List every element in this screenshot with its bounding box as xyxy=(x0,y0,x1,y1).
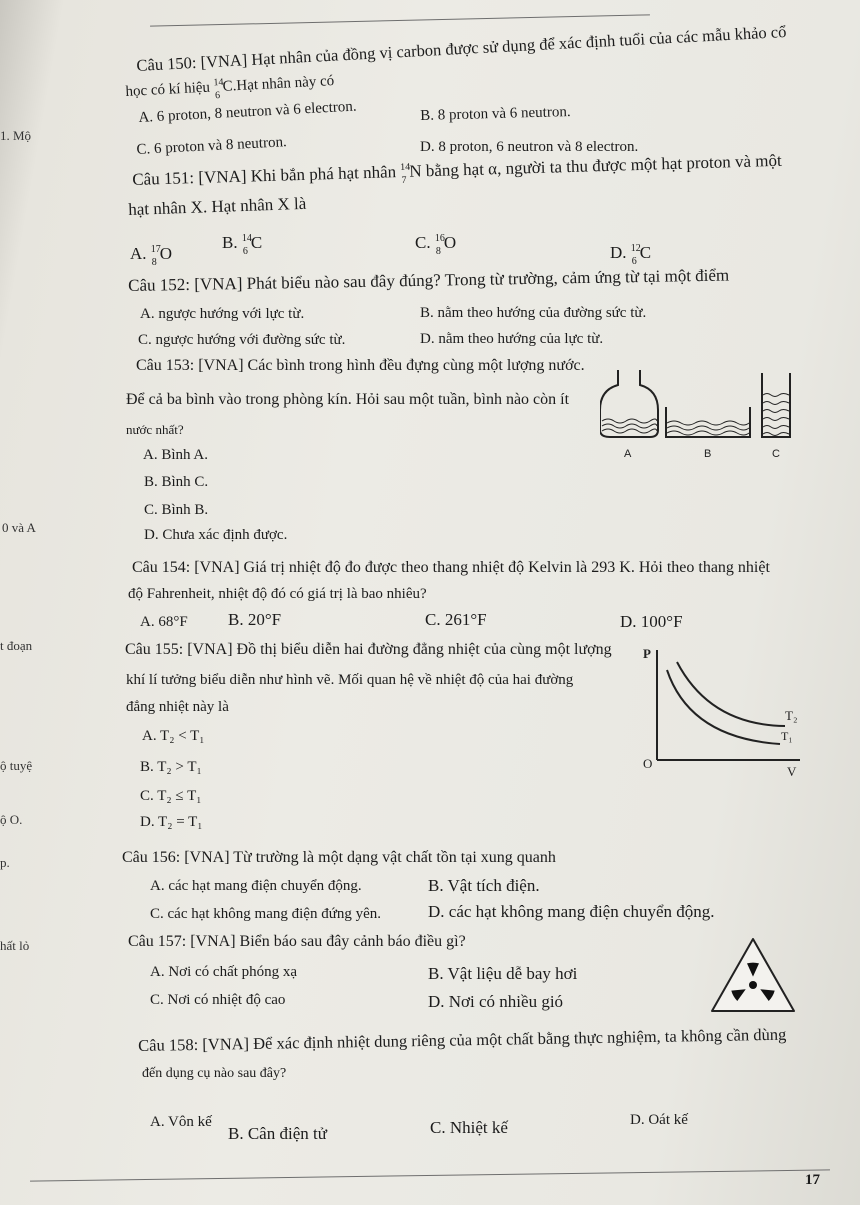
q150-stem: Câu 150: [VNA] Hạt nhân của đồng vị carbon được sử dụng để xác định tuổi của các mẫu khảo cổ xyxy=(136,21,787,75)
q154-option-c: C. 261°F xyxy=(425,610,487,629)
axis-p-label: P xyxy=(643,646,651,661)
q152-option-c: C. ngược hướng với đường sức từ. xyxy=(138,332,346,348)
water-containers-figure xyxy=(600,365,810,470)
q151-stem-line2: hạt nhân X. Hạt nhân X là xyxy=(128,193,307,219)
q151-option-d: D. 12 6 C xyxy=(610,243,652,267)
top-rule xyxy=(150,14,650,26)
margin-note: t đoạn xyxy=(0,638,33,653)
q151-option-a: A. 17 8 O xyxy=(130,244,173,268)
q151-option-b: B. 14 6 C xyxy=(222,233,263,257)
margin-note: ộ tuyệ xyxy=(0,758,33,773)
q154-stem: Câu 154: [VNA] Giá trị nhiệt độ đo được theo thang nhiệt độ Kelvin là 293 K. Hỏi theo thang nhiệt xyxy=(132,559,770,576)
q157-stem: Câu 157: [VNA] Biển báo sau đây cảnh báo điều gì? xyxy=(128,933,466,950)
q158-option-b: B. Cân điện tử xyxy=(228,1124,327,1143)
curve-t2-label: T₂ xyxy=(785,708,798,723)
origin-label: O xyxy=(643,756,653,771)
q155-stem-line2: khí lí tưởng biểu diễn như hình vẽ. Mối quan hệ về nhiệt độ của hai đường xyxy=(126,672,574,688)
q155-stem: Câu 155: [VNA] Đồ thị biểu diễn hai đường đẳng nhiệt của cùng một lượng xyxy=(125,641,612,658)
q156-option-d: D. các hạt không mang điện chuyển động. xyxy=(428,902,715,921)
q154-option-a: A. 68°F xyxy=(140,614,188,630)
q153-stem-line3: nước nhất? xyxy=(126,422,184,437)
margin-note: ộ O. xyxy=(0,812,23,827)
container-a xyxy=(600,370,658,437)
q157-option-b: B. Vật liệu dễ bay hơi xyxy=(428,964,578,983)
isotherm-t2-curve xyxy=(677,662,785,726)
q150-option-b: B. 8 proton và 6 neutron. xyxy=(420,104,571,124)
q155-option-c: C. T₂ ≤ T₁ xyxy=(140,788,202,804)
q158-option-c: C. Nhiệt kế xyxy=(430,1118,508,1137)
q156-stem: Câu 156: [VNA] Từ trường là một dạng vật chất tồn tại xung quanh xyxy=(122,849,556,866)
carbon-14-symbol: 14 6 C xyxy=(213,76,234,102)
q153-stem-line2: Để cả ba bình vào trong phòng kín. Hỏi sau một tuần, bình nào còn ít xyxy=(126,391,570,408)
q153-option-d: D. Chưa xác định được. xyxy=(144,527,288,543)
label-b: B xyxy=(704,448,712,460)
margin-note: p. xyxy=(0,855,10,870)
bottom-rule xyxy=(30,1169,830,1181)
q156-option-c: C. các hạt không mang điện đứng yên. xyxy=(150,906,381,922)
q153-option-c: C. Bình B. xyxy=(144,502,209,518)
q157-option-a: A. Nơi có chất phóng xạ xyxy=(150,964,298,980)
page-number: 17 xyxy=(805,1172,820,1188)
q153-option-b: B. Bình C. xyxy=(144,474,209,490)
q150-option-c: C. 6 proton và 8 neutron. xyxy=(136,134,288,158)
q152-option-d: D. nằm theo hướng của lực từ. xyxy=(420,331,604,347)
q150-option-a: A. 6 proton, 8 neutron và 6 electron. xyxy=(138,98,357,126)
label-c: C xyxy=(772,448,780,460)
isotherm-graph xyxy=(635,640,815,780)
margin-note: 1. Mộ xyxy=(0,128,32,143)
q150-option-d: D. 8 proton, 6 neutron và 8 electron. xyxy=(420,139,639,155)
q154-stem-line2: độ Fahrenheit, nhiệt độ đó có giá trị là bao nhiêu? xyxy=(128,586,427,602)
q152-option-a: A. ngược hướng với lực từ. xyxy=(140,306,305,322)
margin-note: hất lỏ xyxy=(0,938,30,953)
q152-stem: Câu 152: [VNA] Phát biểu nào sau đây đúng? Trong từ trường, cảm ứng từ tại một điểm xyxy=(128,265,730,295)
q158-option-d: D. Oát kế xyxy=(630,1112,688,1128)
q155-option-d: D. T₂ = T₁ xyxy=(140,814,203,830)
q154-option-d: D. 100°F xyxy=(620,612,683,631)
curve-t1-label: T₁ xyxy=(781,729,793,743)
nitrogen-14-symbol: 14 7 N xyxy=(400,161,422,187)
q153-option-a: A. Bình A. xyxy=(143,447,209,463)
q153-stem: Câu 153: [VNA] Các bình trong hình đều đựng cùng một lượng nước. xyxy=(136,357,585,374)
q151-stem: Câu 151: [VNA] Khi bắn phá hạt nhân 14 7 N bằng hạt α, người ta thu được một hạt proton và một xyxy=(132,150,782,189)
axis-v-label: V xyxy=(787,764,797,779)
q156-option-a: A. các hạt mang điện chuyển động. xyxy=(150,878,362,894)
margin-note: 0 và A xyxy=(2,520,36,535)
q157-option-c: C. Nơi có nhiệt độ cao xyxy=(150,992,286,1008)
q155-option-a: A. T₂ < T₁ xyxy=(142,728,205,744)
q158-option-a: A. Vôn kế xyxy=(150,1114,212,1130)
radiation-icon xyxy=(749,981,757,989)
q151-option-c: C. 16 8 O xyxy=(415,233,457,257)
q158-stem: Câu 158: [VNA] Để xác định nhiệt dung riêng của một chất bằng thực nghiệm, ta không cần dùng xyxy=(138,1024,787,1055)
q155-stem-line3: đẳng nhiệt này là xyxy=(126,699,229,715)
q157-option-d: D. Nơi có nhiều gió xyxy=(428,992,564,1011)
q156-option-b: B. Vật tích điện. xyxy=(428,876,540,895)
radiation-warning-sign xyxy=(708,935,798,1015)
isotherm-t1-curve xyxy=(667,670,780,744)
container-b xyxy=(666,407,750,437)
q150-stem-line2: học có kí hiệu 14 6 C.Hạt nhân này có xyxy=(125,73,335,102)
label-a: A xyxy=(624,448,632,460)
q152-option-b: B. nằm theo hướng của đường sức từ. xyxy=(420,305,647,321)
q158-stem-line2: đến dụng cụ nào sau đây? xyxy=(142,1066,287,1081)
q155-option-b: B. T₂ > T₁ xyxy=(140,759,202,775)
container-c xyxy=(762,373,790,437)
q154-option-b: B. 20°F xyxy=(228,610,282,629)
